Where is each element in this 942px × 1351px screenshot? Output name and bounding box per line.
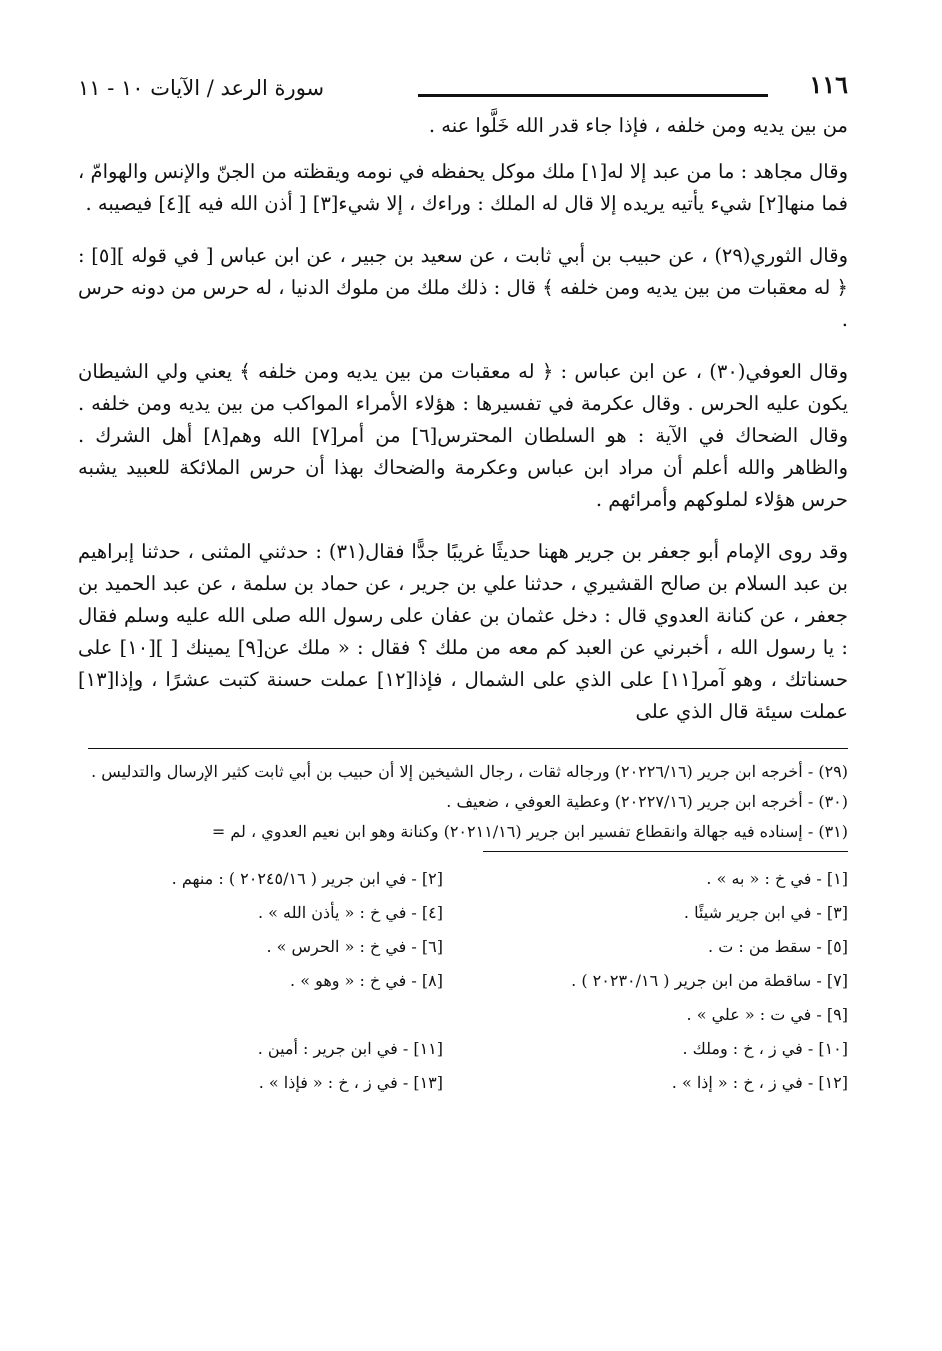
- footnote: (٣٠) - أخرجه ابن جرير (٢٠٢٢٧/١٦) وعطية العوفي ، ضعيف .: [446, 792, 848, 811]
- paragraph: وقد روى الإمام أبو جعفر بن جرير ههنا حديثًا غريبًا جدًّا فقال(٣١) : حدثني المثنى ، حدثنا إبراهيم بن عبد السلام بن صالح القشيري ، حدثنا علي بن جرير ، عن حماد بن سلمة ، عن عبد الحميد بن جعفر ، عن كنانة العدوي قال : دخل عثمان بن عفان على رسول الله صلى الله عليه وسلم فقال : يا رسول الله ، أخبرني عن العبد كم معه من ملك ؟ فقال : « ملك عن[٩] يمينك [ ][١٠] على حسناتك ، وهو آمر[١١] على الذي على الشمال ، فإذا[١٢] عملت حسنة كتبت عشرًا ، وإذا[١٣] عملت سيئة قال الذي على: [78, 540, 848, 723]
- variant-note: [٧] - ساقطة من ابن جرير ( ٢٠٢٣٠/١٦ ) .: [571, 971, 848, 990]
- variant-note: [٣] - في ابن جرير شيئًا .: [683, 903, 848, 922]
- variant-note: [٨] - في خ : « وهو » .: [290, 971, 443, 990]
- variant-note: [٩] - في ت : « علي » .: [686, 1005, 848, 1024]
- variant-note: [٦] - في خ : « الحرس » .: [266, 937, 443, 956]
- variant-note: [٤] - في خ : « يأذن الله » .: [257, 903, 443, 922]
- footnotes-divider: [88, 748, 848, 749]
- page-number: ١١٦: [809, 70, 848, 99]
- source-footnotes: [78, 757, 848, 847]
- running-title: سورة الرعد / الآيات ١٠ - ١١: [78, 76, 325, 100]
- variant-note: [٢] - في ابن جرير ( ٢٠٢٤٥/١٦ ) : منهم .: [171, 869, 443, 888]
- variant-note: [١] - في خ : « به » .: [706, 869, 848, 888]
- variant-note: [١٢] - في ز ، خ : « إذا » .: [671, 1073, 848, 1092]
- variant-note-empty: [78, 998, 443, 1032]
- paragraph: وقال العوفي(٣٠) ، عن ابن عباس : ﴿ له معقبات من بين يديه ومن خلفه ﴾ يعني ولي الشيطان يكون عليه الحرس . وقال عكرمة في تفسيرها : هؤلاء الأمراء المواكب من بين يديه ومن خلفه . وقال الضحاك في الآية : هو السلطان المحترس[٦] من أمر[٧] الله وهم[٨] أهل الشرك . والظاهر والله أعلم أن مراد ابن عباس وعكرمة والضحاك بهذا أن حرس الملائكة للعبيد يشبه حرس هؤلاء لملوكهم وأمرائهم .: [78, 360, 848, 511]
- page: [78, 70, 848, 1100]
- paragraph: من بين يديه ومن خلفه ، فإذا جاء قدر الله خَلَّوا عنه .: [428, 114, 848, 137]
- variant-notes-divider: [483, 851, 848, 852]
- variant-note: [١١] - في ابن جرير : أمين .: [257, 1039, 443, 1058]
- footnote: (٣١) - إسناده فيه جهالة وانقطاع تفسير ابن جرير (٢٠٢١١/١٦) وكنانة وهو ابن نعيم العدوي ، لم =: [211, 822, 848, 841]
- variant-note: [١٠] - في ز ، خ : وملك .: [682, 1039, 848, 1058]
- variant-note: [١٣] - في ز ، خ : « فإذا » .: [258, 1073, 443, 1092]
- variant-notes: [78, 862, 848, 1100]
- paragraph: وقال مجاهد : ما من عبد إلا له[١] ملك موكل يحفظه في نومه ويقظته من الجنّ والإنس والهوامّ ، فما منها[٢] شيء يأتيه يريده إلا قال له الملك : وراءك ، إلا شيء[٣] [ أذن الله فيه ][٤] فيصيبه .: [78, 160, 848, 215]
- header-rule: [418, 94, 768, 97]
- footnote: (٢٩) - أخرجه ابن جرير (٢٠٢٢٦/١٦) ورجاله ثقات ، رجال الشيخين إلا أن حبيب بن أبي ثابت كثير الإرسال والتدليس .: [91, 762, 848, 781]
- main-text: [78, 110, 848, 728]
- page-header: [78, 70, 848, 110]
- paragraph: وقال الثوري(٢٩) ، عن حبيب بن أبي ثابت ، عن سعيد بن جبير ، عن ابن عباس [ في قوله ][٥] : ﴿ له معقبات من بين يديه ومن خلفه ﴾ قال : ذلك ملك من ملوك الدنيا ، له حرس من دونه حرس .: [78, 244, 848, 331]
- variant-note: [٥] - سقط من : ت .: [708, 937, 848, 956]
